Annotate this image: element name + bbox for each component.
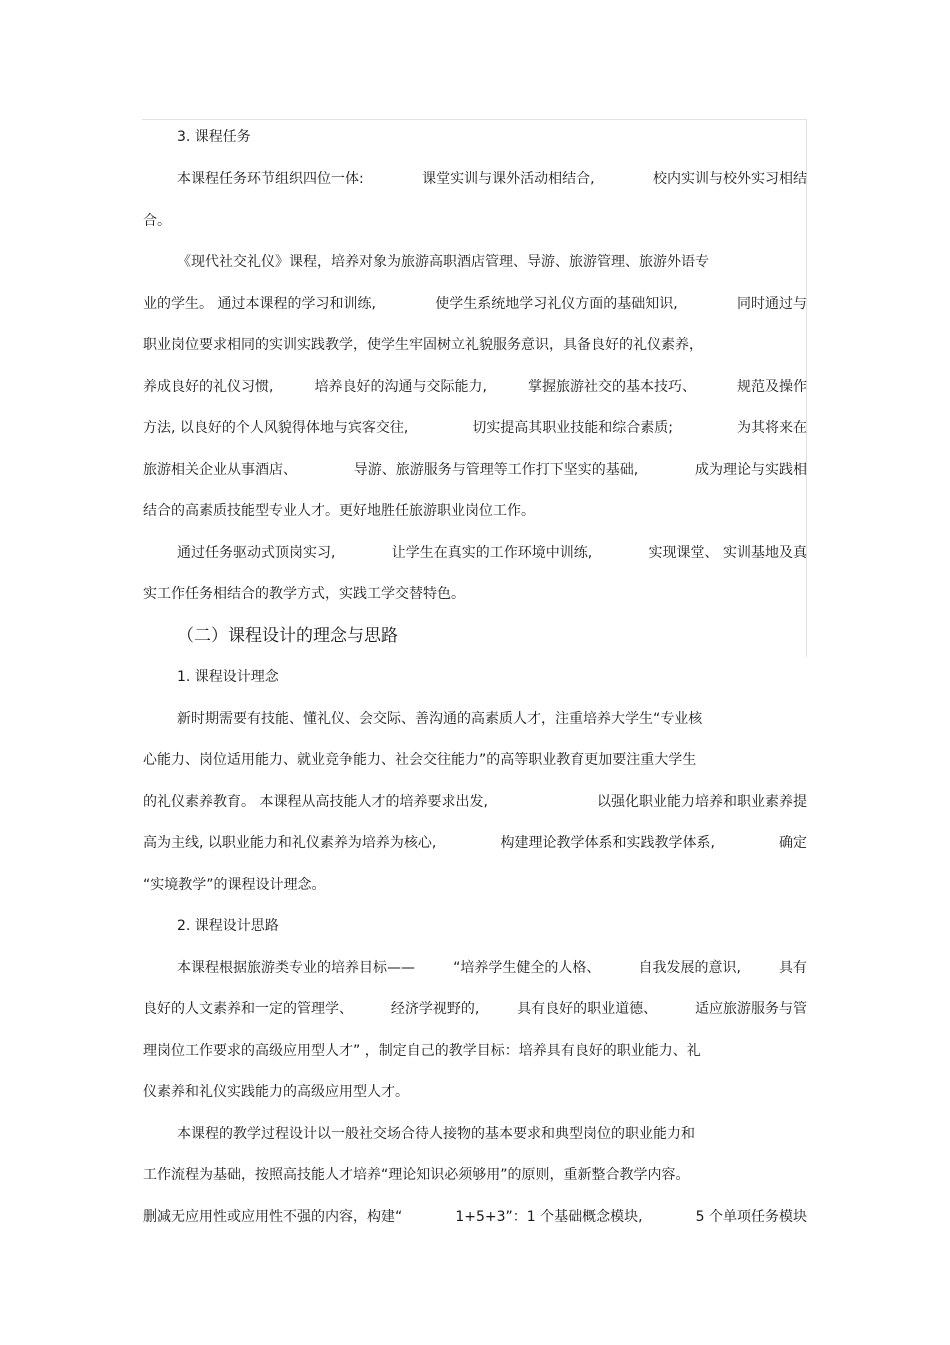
paragraph-line: 高为主线, 以职业能力和礼仪素养为培养为核心, 构建理论教学体系和实践教学体系, 确定 [143, 835, 807, 851]
item-heading-3: 3. 课程任务 [177, 129, 251, 145]
paragraph-line: 的礼仪素养教育。 本课程从高技能人才的培养要求出发, 以强化职业能力培养和职业素养提 [143, 794, 807, 810]
paragraph-line: 合。 [143, 213, 171, 229]
item-heading-1: 1. 课程设计理念 [177, 669, 279, 685]
paragraph-line: 良好的人文素养和一定的管理学、 经济学视野的, 具有良好的职业道德、 适应旅游服务与管 [143, 1001, 807, 1017]
paragraph-line: 理岗位工作要求的高级应用型人才” ，制定自己的教学目标：培养具有良好的职业能力、礼 [143, 1043, 701, 1059]
paragraph-line: 心能力、岗位适用能力、就业竞争能力、社会交往能力”的高等职业教育更加要注重大学生 [143, 752, 697, 768]
paragraph-line: 《现代社交礼仪》课程，培养对象为旅游高职酒店管理、导游、旅游管理、旅游外语专 [177, 254, 709, 270]
item-heading-2: 2. 课程设计思路 [177, 918, 279, 934]
paragraph-line: 通过任务驱动式顶岗实习, 让学生在真实的工作环境中训练, 实现课堂、 实训基地及真 [177, 545, 807, 561]
paragraph-line: 结合的高素质技能型专业人才。更好地胜任旅游职业岗位工作。 [143, 503, 535, 519]
paragraph-line: 养成良好的礼仪习惯, 培养良好的沟通与交际能力, 掌握旅游社交的基本技巧、 规范及操作 [143, 379, 807, 395]
paragraph-line: 业的学生。 通过本课程的学习和训练, 使学生系统地学习礼仪方面的基础知识, 同时通过与 [143, 296, 807, 312]
paragraph-line: 仪素养和礼仪实践能力的高级应用型人才。 [143, 1084, 409, 1100]
paragraph-line: 职业岗位要求相同的实训实践教学，使学生牢固树立礼貌服务意识，具备良好的礼仪素养， [143, 337, 703, 353]
paragraph-line: 本课程任务环节组织四位一体: 课堂实训与课外活动相结合, 校内实训与校外实习相结 [177, 171, 807, 187]
paragraph-line: “实境教学”的课程设计理念。 [143, 877, 326, 893]
paragraph-line: 本课程根据旅游类专业的培养目标—— “培养学生健全的人格、 自我发展的意识, 具有 [177, 960, 807, 976]
paragraph-line: 实工作任务相结合的教学方式，实践工学交替特色。 [143, 586, 465, 602]
paragraph-line: 工作流程为基础，按照高技能人才培养“理论知识必须够用”的原则，重新整合教学内容。 [143, 1167, 690, 1183]
paragraph-line: 删减无应用性或应用性不强的内容，构建“ 1+5+3”：1 个基础概念模块, 5 个单项任务模块 [143, 1209, 807, 1225]
paragraph-line: 新时期需要有技能、懂礼仪、会交际、善沟通的高素质人才，注重培养大学生“专业核 [177, 711, 703, 727]
paragraph-line: 旅游相关企业从事酒店、 导游、旅游服务与管理等工作打下坚实的基础, 成为理论与实践相 [143, 462, 807, 478]
section-heading: （二）课程设计的理念与思路 [177, 626, 398, 646]
paragraph-line: 方法, 以良好的个人风貌得体地与宾客交往, 切实提高其职业技能和综合素质; 为其将来在 [143, 420, 807, 436]
paragraph-line: 本课程的教学过程设计以一般社交场合待人接物的基本要求和典型岗位的职业能力和 [177, 1126, 695, 1142]
